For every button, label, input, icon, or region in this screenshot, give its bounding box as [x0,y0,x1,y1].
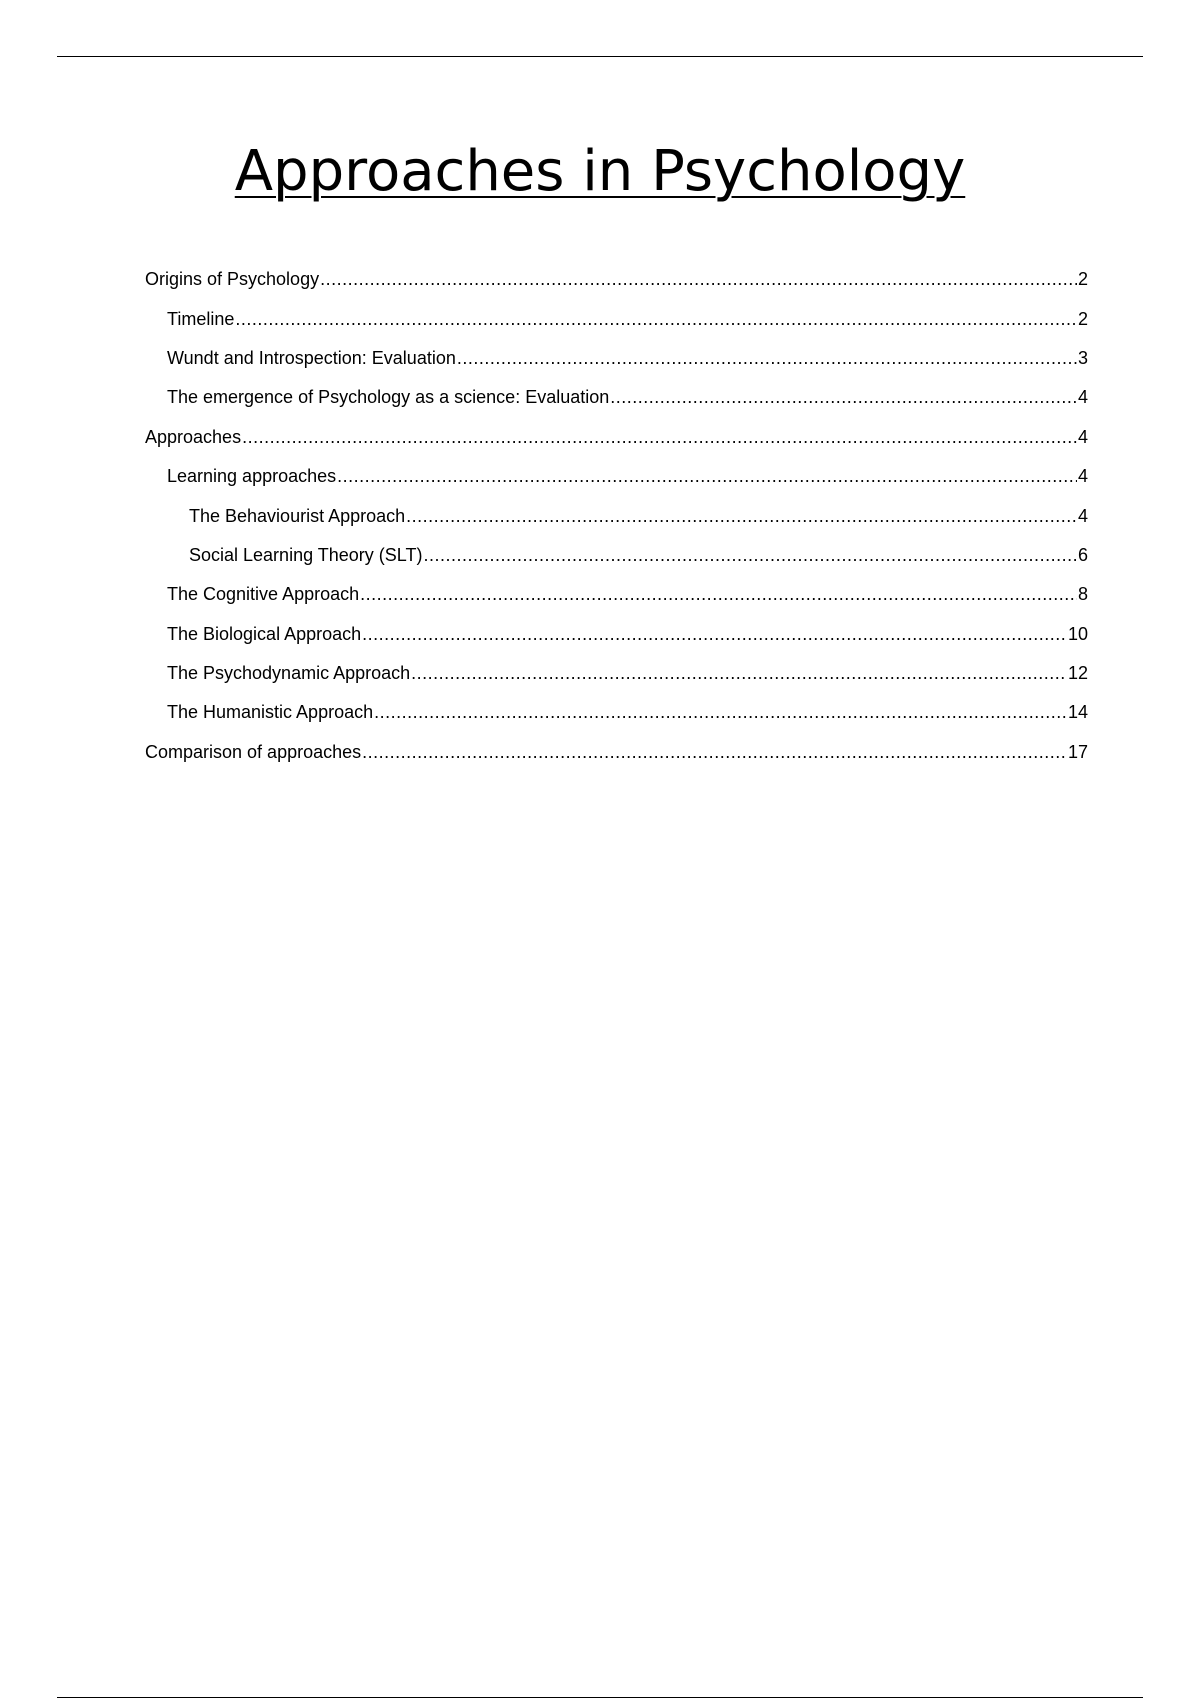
toc-entry[interactable] [145,575,1088,614]
toc-entry[interactable] [145,536,1088,575]
toc-entry[interactable] [145,339,1088,378]
toc-entry-page-number: 2 [1077,308,1088,329]
toc-entry-label[interactable]: The Psychodynamic Approach [167,663,411,684]
toc-entry[interactable] [145,299,1088,338]
toc-entry[interactable] [145,457,1088,496]
toc-entry-label[interactable]: The Behaviourist Approach [189,505,406,526]
toc-entry-page-number: 4 [1077,505,1088,526]
toc-entry-page-number: 12 [1067,663,1088,684]
toc-entry[interactable] [145,654,1088,693]
toc-dot-leader [406,506,1077,527]
toc-entry-label[interactable]: The emergence of Psychology as a science: Evaluation [167,387,610,408]
toc-entry[interactable] [145,260,1088,299]
toc-entry[interactable] [145,378,1088,417]
toc-entry-label[interactable]: Timeline [167,308,235,329]
toc-entry-page-number: 3 [1077,347,1088,368]
toc-entry-page-number: 8 [1077,584,1088,605]
toc-entry-label[interactable]: The Biological Approach [167,623,362,644]
toc-dot-leader [362,624,1067,645]
toc-dot-leader [337,466,1077,487]
toc-entry-page-number: 6 [1077,544,1088,565]
toc-entry-label[interactable]: Origins of Psychology [145,269,320,290]
toc-entry[interactable] [145,733,1088,772]
toc-entry-label[interactable]: The Cognitive Approach [167,584,360,605]
toc-entry[interactable] [145,693,1088,732]
toc-entry-page-number: 10 [1067,623,1088,644]
toc-entry[interactable] [145,496,1088,535]
toc-entry[interactable] [145,418,1088,457]
toc-entry-label[interactable]: Wundt and Introspection: Evaluation [167,347,456,368]
header-rule [57,56,1143,57]
toc-entry-page-number: 4 [1077,426,1088,447]
toc-dot-leader [411,663,1067,684]
toc-entry-page-number: 14 [1067,702,1088,723]
toc-dot-leader [242,427,1077,448]
toc-entry-label[interactable]: The Humanistic Approach [167,702,374,723]
toc-entry-label[interactable]: Comparison of approaches [145,741,362,762]
toc-entry-page-number: 4 [1077,466,1088,487]
table-of-contents [145,260,1088,772]
toc-entry-label[interactable]: Learning approaches [167,466,337,487]
toc-entry-page-number: 4 [1077,387,1088,408]
toc-dot-leader [320,269,1077,290]
toc-dot-leader [362,742,1067,763]
toc-dot-leader [374,702,1067,723]
toc-entry-label[interactable]: Social Learning Theory (SLT) [189,544,423,565]
toc-dot-leader [423,545,1077,566]
toc-entry-label[interactable]: Approaches [145,426,242,447]
toc-dot-leader [360,584,1077,605]
document-title-text: Approaches in Psychology [234,139,966,204]
toc-entry-page-number: 2 [1077,269,1088,290]
toc-dot-leader [457,348,1077,369]
toc-dot-leader [235,309,1077,330]
footer-rule [57,1697,1143,1698]
toc-dot-leader [610,387,1077,408]
document-title [57,140,1143,204]
toc-entry[interactable] [145,615,1088,654]
toc-entry-page-number: 17 [1067,741,1088,762]
